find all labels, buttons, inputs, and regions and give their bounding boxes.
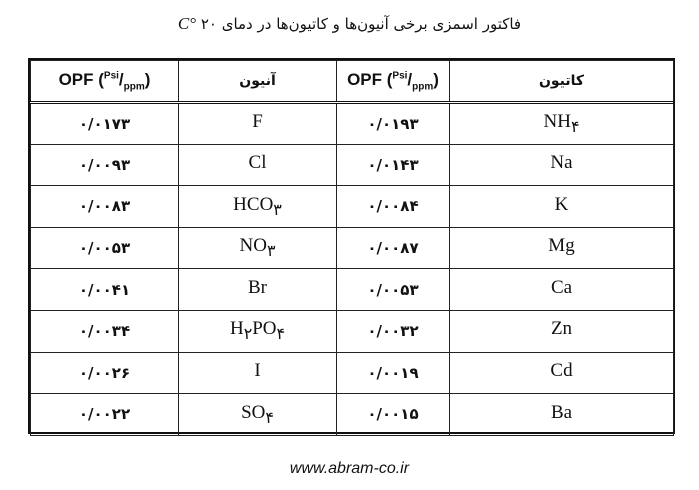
header-cation: کاتیون xyxy=(450,61,674,103)
table-row xyxy=(31,144,674,186)
cation-opf-cell: ۰/۰۰۵۳ xyxy=(337,269,450,311)
table-caption xyxy=(0,14,699,34)
anion-cell: Br xyxy=(179,269,337,311)
anion-opf-cell: ۰/۰۰۸۳ xyxy=(31,186,179,228)
cation-opf-cell: ۰/۰۰۳۲ xyxy=(337,310,450,352)
cation-opf-cell: ۰/۰۰۱۹ xyxy=(337,352,450,394)
cation-cell: $NH_۴$ xyxy=(450,103,674,145)
website-url: www.abram-co.ir xyxy=(289,460,410,477)
anion-opf-cell: ۰/۰۱۷۳ xyxy=(31,103,179,145)
anion-cell: $SO_۴$ xyxy=(179,394,337,436)
caption-unit: °C xyxy=(177,14,197,33)
anion-cell: Cl xyxy=(179,144,337,186)
anion-cell: F xyxy=(179,103,337,145)
table-row xyxy=(31,269,674,311)
cation-opf-cell: ۰/۰۱۴۳ xyxy=(337,144,450,186)
table-row xyxy=(31,186,674,228)
table-row xyxy=(31,352,674,394)
table-row xyxy=(31,103,674,145)
anion-cell: I xyxy=(179,352,337,394)
cation-opf-cell: ۰/۰۰۸۴ xyxy=(337,186,450,228)
table-row xyxy=(31,394,674,436)
cation-cell: K xyxy=(450,186,674,228)
anion-opf-cell: ۰/۰۰۵۳ xyxy=(31,227,179,269)
caption-text: فاکتور اسمزی برخی آنیون‌ها و کاتیون‌ها در دمای ۲۰ xyxy=(196,15,522,33)
cation-cell: Na xyxy=(450,144,674,186)
anion-opf-cell: ۰/۰۰۹۳ xyxy=(31,144,179,186)
header-anion: آنیون xyxy=(179,61,337,103)
header-row xyxy=(31,61,674,103)
header-anion-opf: OPF $(^{Psi}/_{ppm})$ xyxy=(31,61,179,103)
anion-opf-cell: ۰/۰۰۳۴ xyxy=(31,310,179,352)
cation-cell: Mg xyxy=(450,227,674,269)
table-row xyxy=(31,310,674,352)
anion-opf-cell: ۰/۰۰۲۲ xyxy=(31,394,179,436)
cation-cell: Ca xyxy=(450,269,674,311)
cation-cell: Zn xyxy=(450,310,674,352)
anion-cell: $H_۲PO_۴$ xyxy=(179,310,337,352)
cation-cell: Cd xyxy=(450,352,674,394)
header-cation-opf: OPF $(^{Psi}/_{ppm})$ xyxy=(337,61,450,103)
osmotic-factor-table xyxy=(28,58,675,434)
anion-opf-cell: ۰/۰۰۴۱ xyxy=(31,269,179,311)
table-row xyxy=(31,227,674,269)
cation-opf-cell: ۰/۰۰۱۵ xyxy=(337,394,450,436)
cation-cell: Ba xyxy=(450,394,674,436)
anion-opf-cell: ۰/۰۰۲۶ xyxy=(31,352,179,394)
anion-cell: $HCO_۳$ xyxy=(179,186,337,228)
cation-opf-cell: ۰/۰۰۸۷ xyxy=(337,227,450,269)
cation-opf-cell: ۰/۰۱۹۳ xyxy=(337,103,450,145)
anion-cell: $NO_۳$ xyxy=(179,227,337,269)
